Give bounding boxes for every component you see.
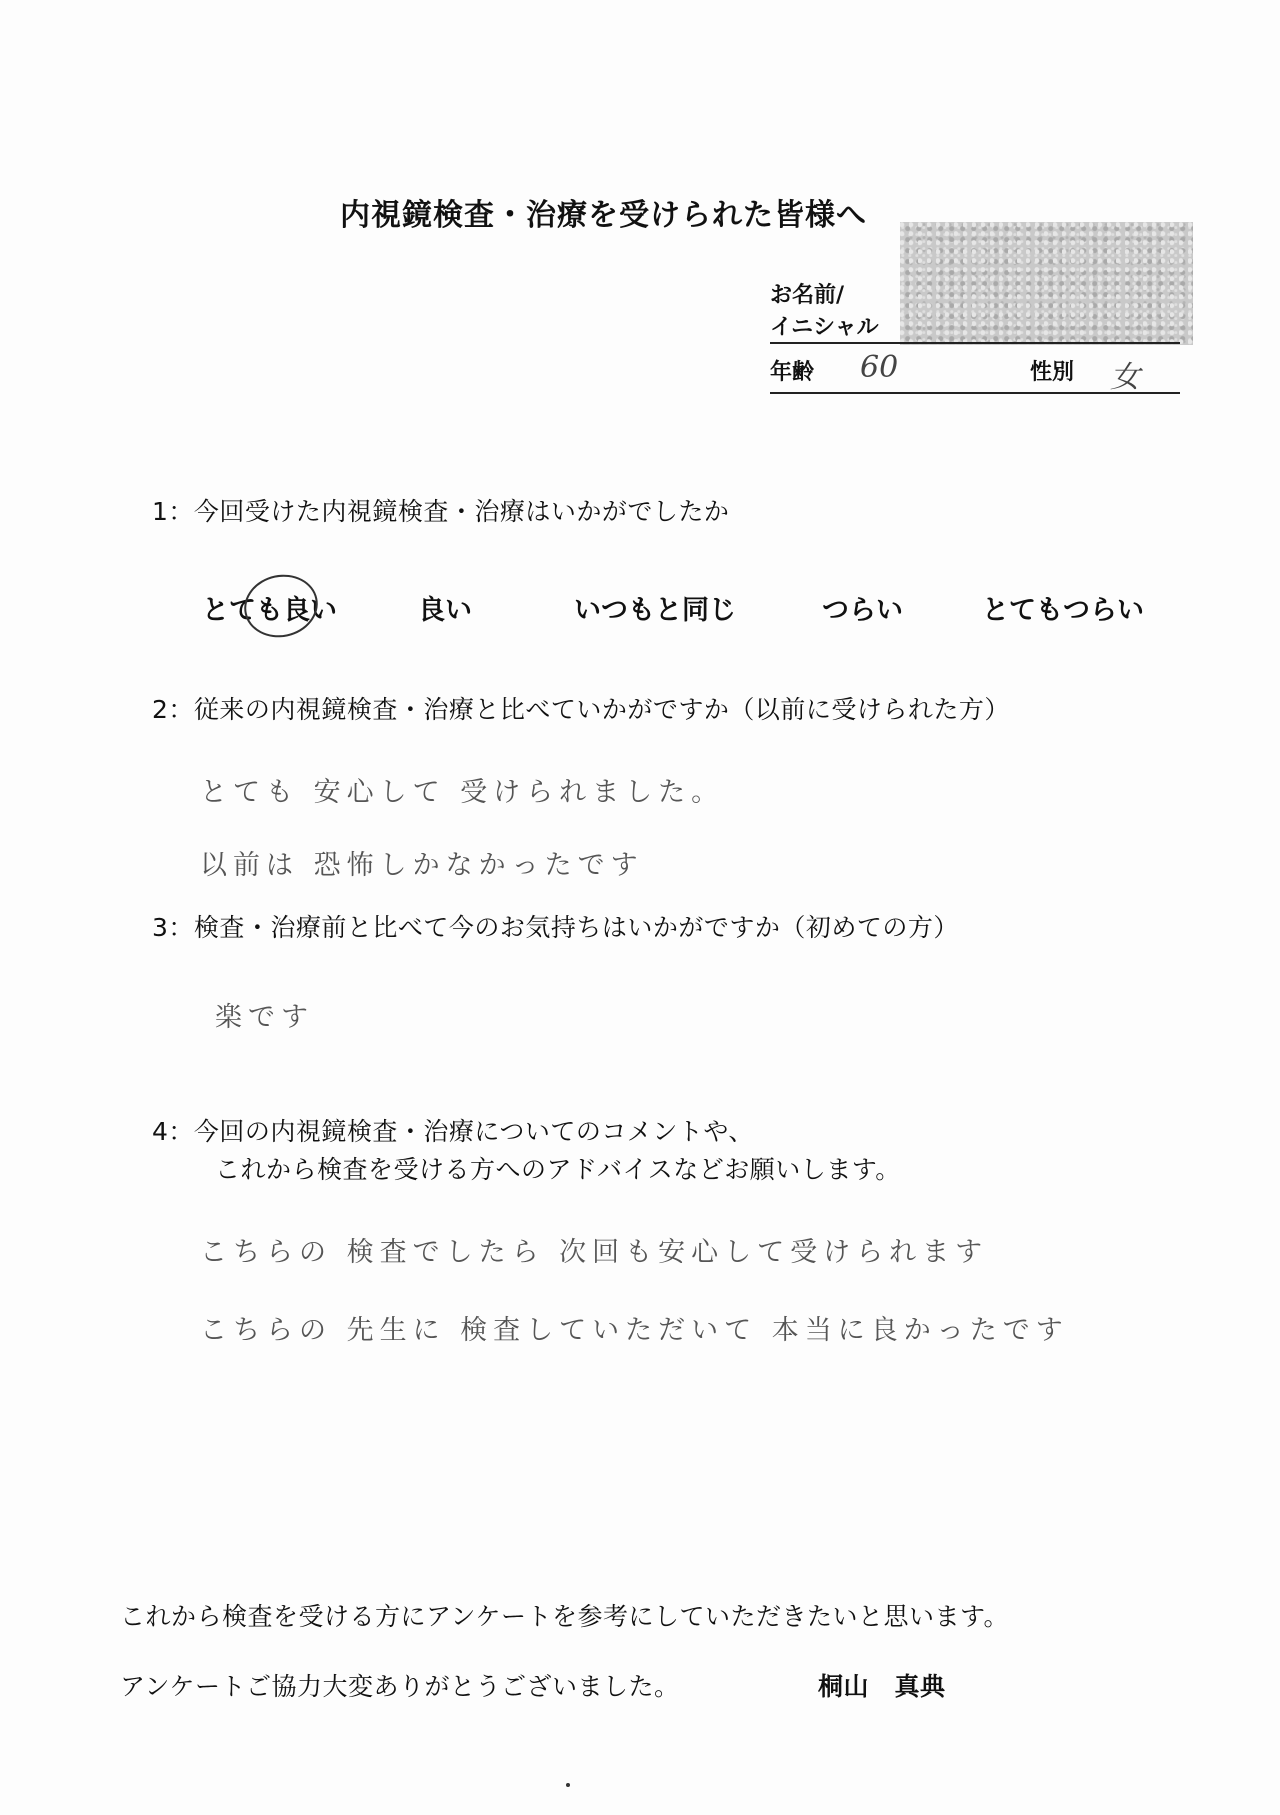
name-label-line2: イニシャル (770, 315, 879, 340)
page-dot (566, 1783, 570, 1787)
question-4-line1: 4：今回の内視鏡検査・治療についてのコメントや、 (152, 1117, 754, 1146)
selected-circle-mark (238, 568, 323, 644)
footer-message: これから検査を受ける方にアンケートを参考にしていただきたいと思います。 (120, 1602, 1010, 1631)
question-4-line2: これから検査を受ける方へのアドバイスなどお願いします。 (215, 1155, 901, 1184)
age-value: 60 (860, 350, 899, 385)
q4-answer-line1: こちらの 検査でしたら 次回も安心して受けられます (200, 1237, 989, 1268)
age-sex-underline (770, 392, 1180, 394)
q4-answer-line2: こちらの 先生に 検査していただいて 本当に良かったです (200, 1315, 1069, 1346)
q1-option-hard: つらい (822, 595, 903, 626)
q1-option-very-hard: とてもつらい (982, 595, 1144, 626)
redacted-name-block (900, 222, 1193, 345)
name-label-line1: お名前/ (770, 283, 845, 308)
footer-thanks: アンケートご協力大変ありがとうございました。 (120, 1672, 680, 1701)
question-2: 2：従来の内視鏡検査・治療と比べていかがですか（以前に受けられた方） (152, 695, 1010, 724)
q1-option-same: いつもと同じ (574, 595, 736, 626)
question-1: 1：今回受けた内視鏡検査・治療はいかがでしたか (152, 497, 730, 526)
q1-option-good: 良い (418, 595, 472, 626)
q2-answer-line1: とても 安心して 受けられました。 (200, 777, 725, 808)
footer-signature: 桐山 真典 (818, 1672, 946, 1701)
sex-value: 女 (1110, 360, 1140, 395)
sex-label: 性別 (1030, 360, 1075, 385)
q2-answer-line2: 以前は 恐怖しかなかったです (200, 850, 644, 881)
age-label: 年齢 (770, 360, 815, 385)
page-title: 内視鏡検査・治療を受けられた皆様へ (340, 198, 867, 233)
q1-option-very-good: とても良い (202, 595, 337, 626)
name-underline (770, 342, 1180, 344)
q3-answer: 楽です (215, 1002, 314, 1033)
question-3: 3：検査・治療前と比べて今のお気持ちはいかがですか（初めての方） (152, 913, 959, 942)
